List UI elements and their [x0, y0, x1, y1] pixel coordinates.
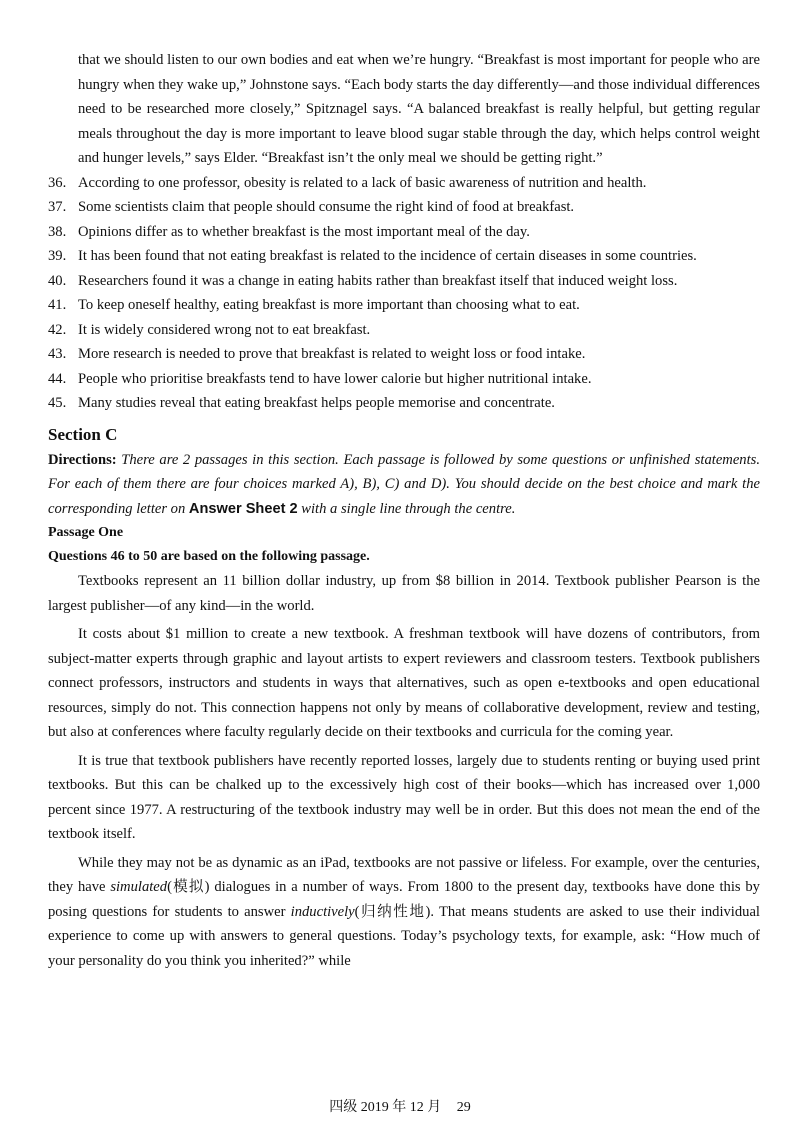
- page-number: 29: [456, 1100, 471, 1115]
- statement-text: Opinions differ as to whether breakfast is the most important meal of the day.: [78, 223, 530, 240]
- statement-text: It has been found that not eating breakfast is related to the incidence of certain diseases in some countries.: [78, 248, 697, 264]
- statement-text: People who prioritise breakfasts tend to have lower calorie but higher nutritional intake.: [78, 370, 592, 387]
- statement-item: [48, 293, 760, 318]
- statement-item: [48, 195, 760, 220]
- directions-text: There are 2 passages in this section. Each passage is followed by some questions or unfinished statements. For each of them there are four choices marked A), B), C) and D). You should decide on the best choice and mark the corresponding letter on: [48, 451, 760, 517]
- statement-text: Some scientists claim that people should consume the right kind of food at breakfast.: [78, 199, 575, 215]
- statement-item: [48, 269, 760, 294]
- passage-paragraph-1: Textbooks represent an 11 billion dollar industry, up from $8 billion in 2014. Textbook publisher Pearson is the largest publisher—of any kind—in the world.: [48, 573, 760, 614]
- directions-label: Directions:: [48, 451, 117, 468]
- passage-label: Passage One: [48, 525, 124, 540]
- term-simulated: simulated: [110, 879, 168, 895]
- statement-number: 37.: [48, 199, 67, 215]
- questions-label: Questions 46 to 50 are based on the following passage.: [48, 549, 370, 564]
- directions-text-end: with a single line through the centre.: [297, 500, 516, 517]
- statement-text: It is widely considered wrong not to eat breakfast.: [78, 321, 371, 338]
- paragraph-4-part-a: While they may not be as dynamic as an iPad, textbooks are not passive or lifeless. For example, over the centuries, they have: [48, 854, 760, 895]
- statement-number: 42.: [48, 321, 67, 338]
- statement-item: [48, 391, 760, 416]
- gloss-simulated: (模拟): [167, 879, 210, 895]
- statement-number: 45.: [48, 395, 67, 411]
- footer-exam: 四级 2019 年 12 月: [329, 1100, 442, 1115]
- statement-number: 36.: [48, 174, 67, 191]
- passage-paragraph-3: It is true that textbook publishers have recently reported losses, largely due to students renting or buying used print textbooks. But this can be chalked up to the excessively high cost of their books—which has increased over 1,000 percent since 1977. A restructuring of the textbook industry may well be in order. But this does not mean the end of the textbook itself.: [48, 752, 760, 842]
- statement-text: To keep oneself healthy, eating breakfast is more important than choosing what to eat.: [78, 297, 580, 313]
- directions: [48, 448, 760, 522]
- statement-number: 44.: [48, 370, 67, 387]
- paragraph-4-part-c: . That means students are asked to use their individual experience to come up with answers to general questions. Today’s psychology texts, for example, ask: “How much of your personality do you think you inherited?” while: [48, 903, 760, 969]
- statement-number: 39.: [48, 248, 67, 264]
- statement-number: 40.: [48, 272, 67, 289]
- passage-paragraph-2: It costs about $1 million to create a new textbook. A freshman textbook will have dozens of contributors, from subject-matter experts through graphic and layout artists to expert reviewers and classroom testers. Textbook publishers connect professors, instructors and students in ways that alternatives, such as open e-textbooks and open educational resources, simply do not. This connection happens not only by means of collaborative development, review and testing, but also at conferences where faculty regularly decide on their textbooks and curricula for the coming year.: [48, 626, 760, 740]
- statement-item: [48, 244, 760, 269]
- gloss-inductively: (归纳性地): [354, 903, 431, 920]
- statement-item: [48, 367, 760, 392]
- statement-item: [48, 220, 760, 245]
- term-inductively: inductively: [290, 903, 355, 920]
- statement-item: [48, 171, 760, 196]
- statement-text: Researchers found it was a change in eating habits rather than breakfast itself that induced weight loss.: [78, 272, 678, 289]
- statement-item: [48, 342, 760, 367]
- section-title: Section C: [48, 424, 118, 444]
- statement-item: [48, 318, 760, 343]
- passage-paragraph-4: [48, 851, 760, 974]
- paragraph-4-part-b: dialogues in a number of ways. From 1800 to the present day, textbooks have done this by posing questions for students to answer: [48, 879, 760, 920]
- statement-number: 43.: [48, 346, 67, 362]
- statement-text: More research is needed to prove that breakfast is related to weight loss or food intake.: [78, 346, 586, 362]
- statement-text: According to one professor, obesity is related to a lack of basic awareness of nutrition and health.: [78, 174, 647, 191]
- page-footer: [0, 1096, 800, 1116]
- statement-number: 38.: [48, 223, 67, 240]
- answer-sheet-label: Answer Sheet 2: [188, 500, 298, 517]
- statement-number: 41.: [48, 297, 67, 313]
- statement-list: [48, 171, 760, 416]
- passage-continuation: that we should listen to our own bodies and eat when we’re hungry. “Breakfast is most important for people who are hungry when they wake up,” Johnstone says. “Each body starts the day differently—and those individual differences need to be researched more closely,” Spitznagel says. “A balanced breakfast is really helpful, but getting regular meals throughout the day is more important to leave blood sugar stable through the day, which helps control weight and hunger levels,” says Elder. “Breakfast isn’t the only meal we should be getting right.”: [78, 52, 760, 166]
- statement-text: Many studies reveal that eating breakfast helps people memorise and concentrate.: [78, 395, 555, 411]
